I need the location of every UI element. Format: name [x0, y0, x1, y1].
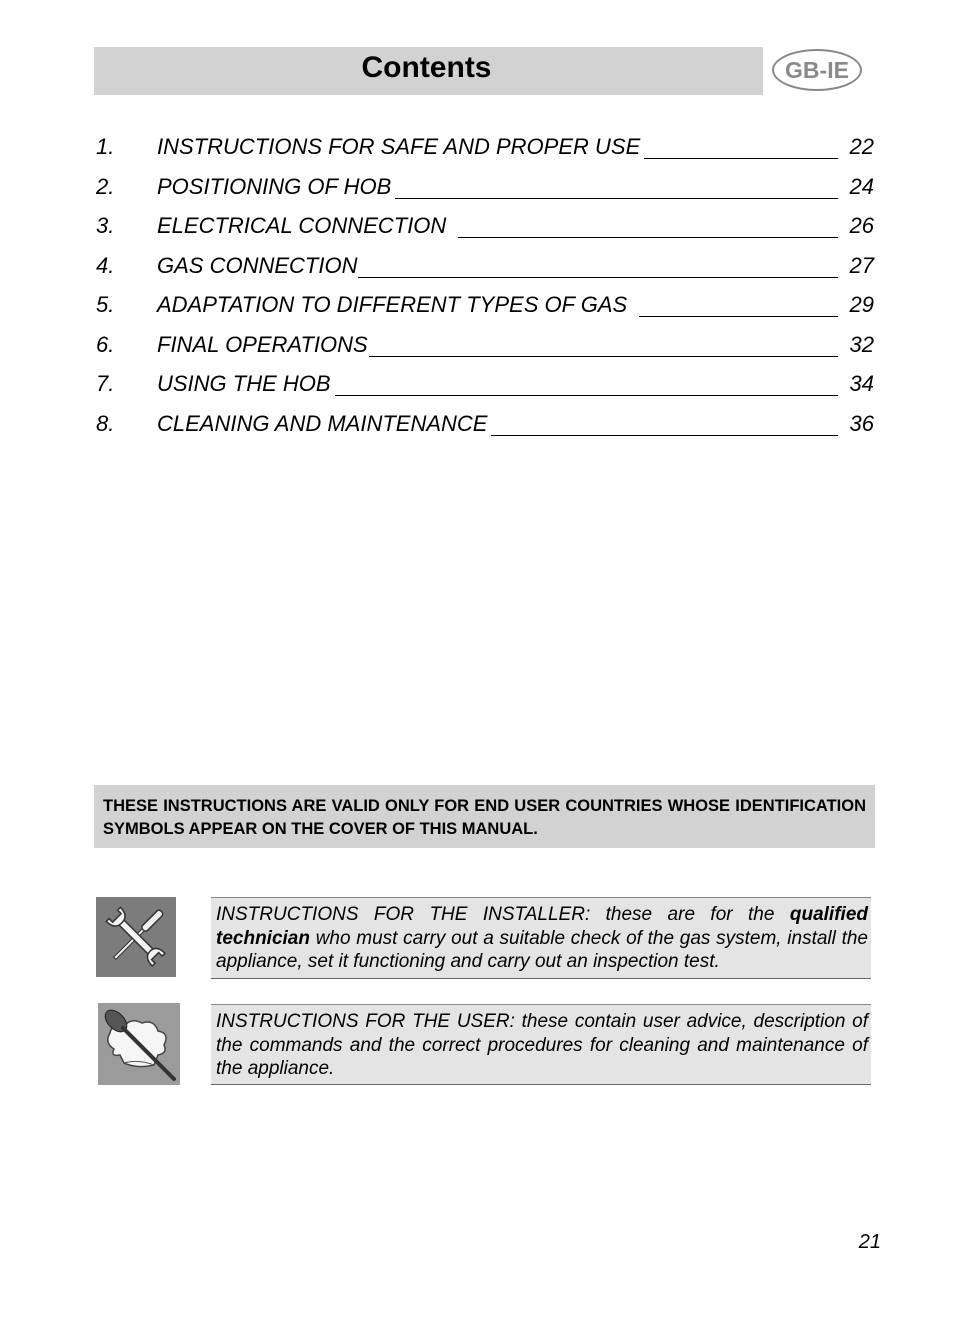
toc-page: 29 — [849, 292, 874, 317]
toc-leader — [358, 246, 838, 278]
toc-entry[interactable] — [96, 325, 874, 365]
toc-leader — [395, 167, 838, 199]
installer-text-bold: qualified technician — [216, 904, 868, 949]
toc-entry[interactable] — [96, 246, 874, 286]
page-title: Contents — [361, 51, 492, 84]
toc-page: 32 — [849, 331, 874, 357]
toc-entry[interactable] — [96, 285, 874, 325]
toc-number: 5. — [96, 292, 115, 317]
toc-entry[interactable] — [96, 167, 874, 207]
toc-leader — [491, 404, 838, 436]
toc-title: ADAPTATION TO DIFFERENT TYPES OF GAS — [157, 292, 628, 317]
chef-spoon-icon — [98, 1003, 180, 1085]
toc-title: USING THE HOB — [157, 371, 331, 396]
toc-title: CLEANING AND MAINTENANCE — [157, 410, 488, 436]
toc-number: 1. — [96, 134, 115, 159]
toc-title: POSITIONING OF HOB — [157, 173, 392, 199]
toc-leader — [458, 206, 838, 238]
toc-page: 34 — [849, 371, 874, 396]
toc-title: INSTRUCTIONS FOR SAFE AND PROPER USE — [157, 134, 641, 159]
page-number: 21 — [858, 1231, 881, 1253]
toc-title: GAS CONNECTION — [157, 252, 358, 278]
header-bar — [94, 47, 763, 95]
toc-leader — [639, 285, 838, 317]
installer-instructions — [211, 897, 871, 979]
country-badge: GB-IE — [772, 49, 862, 91]
toc-number: 4. — [96, 252, 115, 278]
table-of-contents — [96, 127, 874, 443]
toc-entry[interactable] — [96, 404, 874, 444]
user-instructions: INSTRUCTIONS FOR THE USER: these contain user advice, description of the commands and the correct procedures for cleaning and maintenance of the appliance. — [211, 1004, 871, 1085]
toc-page: 24 — [849, 173, 874, 199]
toc-number: 8. — [96, 410, 115, 436]
validity-notice: THESE INSTRUCTIONS ARE VALID ONLY FOR END USER COUNTRIES WHOSE IDENTIFICATION SYMBOLS APPEAR ON THE COVER OF THIS MANUAL. — [94, 785, 875, 848]
toc-number: 7. — [96, 371, 115, 396]
toc-entry[interactable] — [96, 364, 874, 404]
toc-entry[interactable] — [96, 127, 874, 167]
toc-page: 27 — [849, 252, 874, 278]
toc-leader — [644, 127, 838, 159]
toc-page: 36 — [849, 410, 874, 436]
toc-entry[interactable] — [96, 206, 874, 246]
toc-number: 3. — [96, 213, 115, 238]
installer-text-start: INSTRUCTIONS FOR THE INSTALLER: these are for the — [216, 904, 790, 925]
toc-title: ELECTRICAL CONNECTION — [157, 213, 447, 238]
tools-icon — [96, 897, 176, 977]
toc-title: FINAL OPERATIONS — [157, 331, 368, 357]
toc-number: 2. — [96, 173, 115, 199]
toc-leader — [369, 325, 838, 357]
toc-number: 6. — [96, 331, 115, 357]
installer-text-end: who must carry out a suitable check of the gas system, install the appliance, set it functioning and carry out an inspection test. — [216, 927, 868, 972]
toc-page: 26 — [849, 213, 874, 238]
toc-leader — [335, 364, 838, 396]
toc-page: 22 — [849, 134, 874, 159]
